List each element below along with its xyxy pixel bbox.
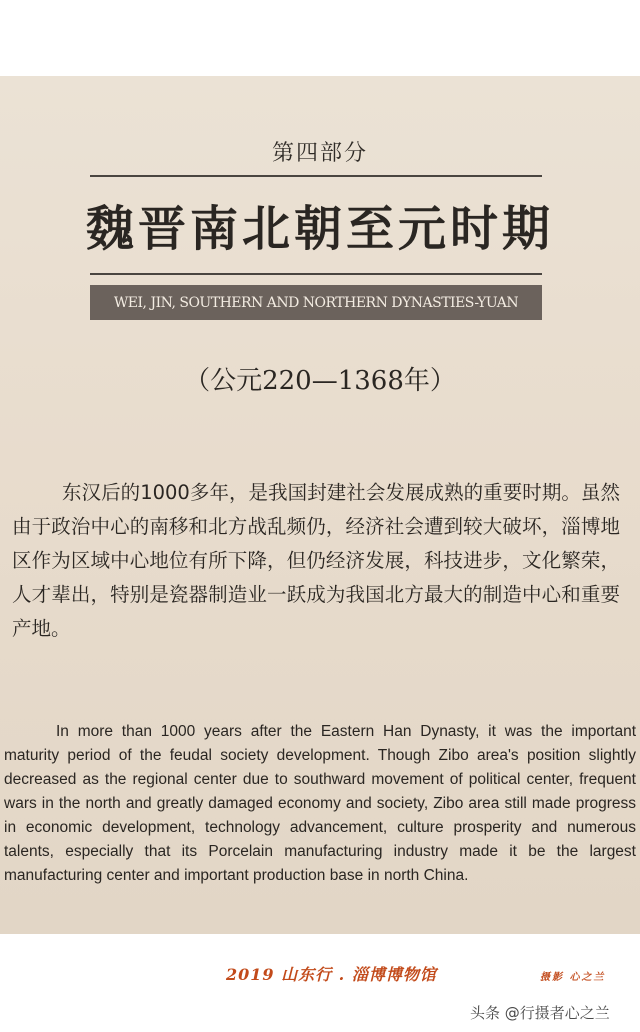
watermark-text: 头条 @行摄者心之兰 bbox=[470, 1004, 610, 1022]
chinese-paragraph: 东汉后的1000多年，是我国封建社会发展成熟的重要时期。虽然由于政治中心的南移和北方战乱频仍，经济社会遭到较大破坏，淄博地区作为区域中心地位有所下降，但仍经济发展，科技进步，文化繁荣，人才辈出，特别是瓷器制造业一跃成为我国北方最大的制造中心和重要产地。 bbox=[12, 481, 620, 640]
photo-caption: 2019 山东行 . 淄博博物馆 bbox=[226, 965, 437, 984]
part-label: 第四部分 bbox=[271, 141, 368, 166]
bottom-divider bbox=[90, 273, 542, 275]
english-title: WEI, JIN, SOUTHERN AND NORTHERN DYNASTIES-YUAN bbox=[113, 294, 519, 311]
platform-watermark bbox=[470, 1002, 610, 1023]
photographer-credit: 摄影 心之兰 bbox=[540, 972, 606, 983]
top-divider bbox=[90, 175, 542, 177]
english-title-bar bbox=[90, 285, 542, 320]
english-paragraph: In more than 1000 years after the Eastern Han Dynasty, it was the important maturity period of the feudal society development. Though Zibo area's position slightly decreased as the regional center due to southward movement of political center, frequent wars in the north and greatly damaged economy and society, Zibo area still made progress in economic development, technology advancement, culture prosperity and numerous talents, especially that its Porcelain manufacturing industry made it be the largest manufacturing center and important production base in north China. bbox=[4, 723, 636, 884]
main-title: 魏晋南北朝至元时期 bbox=[85, 201, 554, 257]
period-label: （公元220—1368年） bbox=[184, 366, 456, 396]
exhibit-panel bbox=[0, 76, 640, 934]
